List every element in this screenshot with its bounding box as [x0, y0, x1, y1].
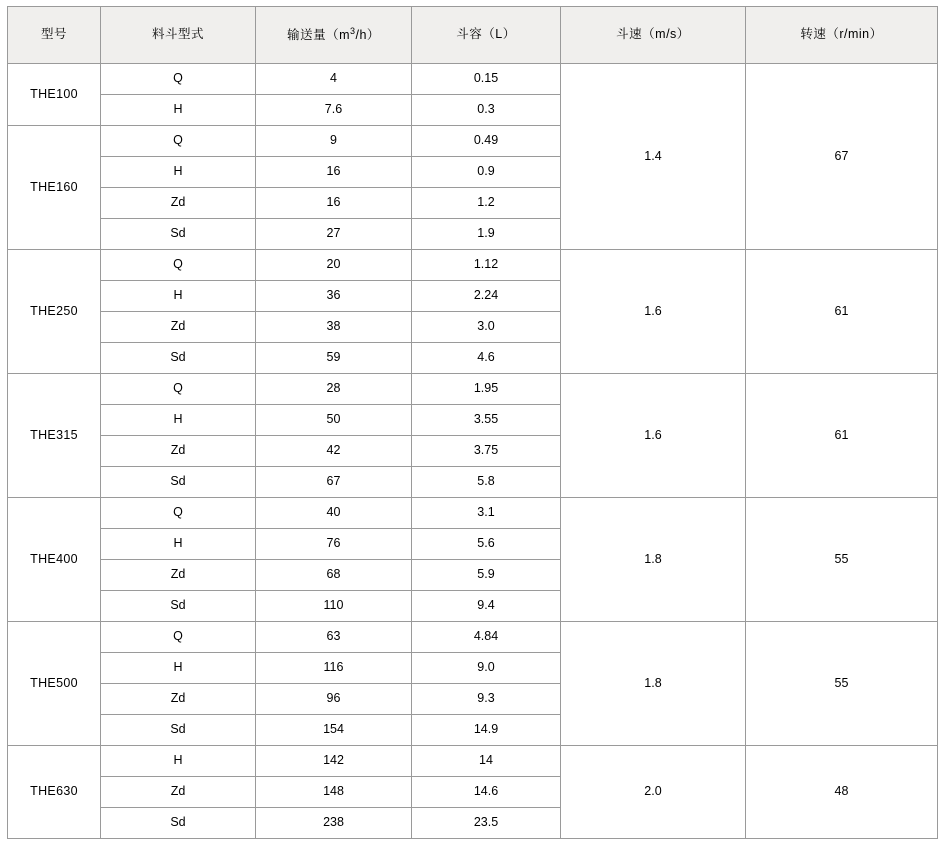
cell-bucket-volume: 9.4 — [412, 591, 561, 622]
cell-bucket-volume: 23.5 — [412, 808, 561, 839]
cell-rotation-speed: 61 — [746, 374, 938, 498]
cell-hopper-type: Q — [101, 250, 256, 281]
cell-hopper-type: H — [101, 746, 256, 777]
cell-capacity: 28 — [256, 374, 412, 405]
cell-hopper-type: Sd — [101, 591, 256, 622]
cell-bucket-speed: 1.6 — [561, 374, 746, 498]
cell-bucket-volume: 0.3 — [412, 95, 561, 126]
header-bucket-volume: 斗容（L） — [412, 7, 561, 64]
header-model: 型号 — [8, 7, 101, 64]
cell-model: THE250 — [8, 250, 101, 374]
cell-model: THE315 — [8, 374, 101, 498]
cell-capacity: 50 — [256, 405, 412, 436]
cell-bucket-volume: 1.95 — [412, 374, 561, 405]
cell-rotation-speed: 55 — [746, 498, 938, 622]
cell-capacity: 38 — [256, 312, 412, 343]
cell-capacity: 20 — [256, 250, 412, 281]
cell-model: THE400 — [8, 498, 101, 622]
cell-bucket-volume: 1.2 — [412, 188, 561, 219]
cell-bucket-volume: 5.8 — [412, 467, 561, 498]
cell-rotation-speed: 61 — [746, 250, 938, 374]
cell-bucket-speed: 1.4 — [561, 64, 746, 250]
cell-bucket-speed: 1.6 — [561, 250, 746, 374]
header-capacity-tail: /h） — [355, 28, 380, 43]
cell-rotation-speed: 67 — [746, 64, 938, 250]
cell-capacity: 68 — [256, 560, 412, 591]
spec-table — [7, 6, 938, 839]
cell-capacity: 116 — [256, 653, 412, 684]
cell-hopper-type: H — [101, 95, 256, 126]
cell-hopper-type: H — [101, 281, 256, 312]
table-row — [8, 622, 938, 653]
cell-bucket-volume: 1.9 — [412, 219, 561, 250]
cell-hopper-type: H — [101, 653, 256, 684]
cell-capacity: 96 — [256, 684, 412, 715]
cell-hopper-type: Zd — [101, 560, 256, 591]
header-capacity-sup: 3 — [349, 26, 356, 37]
cell-bucket-volume: 14 — [412, 746, 561, 777]
cell-capacity: 148 — [256, 777, 412, 808]
cell-hopper-type: Sd — [101, 715, 256, 746]
cell-bucket-volume: 5.9 — [412, 560, 561, 591]
cell-hopper-type: Q — [101, 374, 256, 405]
cell-hopper-type: Sd — [101, 808, 256, 839]
cell-capacity: 4 — [256, 64, 412, 95]
cell-capacity: 67 — [256, 467, 412, 498]
cell-bucket-volume: 0.15 — [412, 64, 561, 95]
cell-bucket-volume: 3.1 — [412, 498, 561, 529]
header-rotation-speed: 转速（r/min） — [746, 7, 938, 64]
cell-capacity: 110 — [256, 591, 412, 622]
table-row — [8, 250, 938, 281]
header-bucket-speed: 斗速（m/s） — [561, 7, 746, 64]
cell-bucket-speed: 1.8 — [561, 622, 746, 746]
cell-bucket-volume: 4.84 — [412, 622, 561, 653]
cell-bucket-volume: 3.55 — [412, 405, 561, 436]
table-header — [8, 7, 938, 64]
cell-capacity: 9 — [256, 126, 412, 157]
cell-bucket-volume: 14.6 — [412, 777, 561, 808]
cell-hopper-type: Zd — [101, 436, 256, 467]
table-row — [8, 374, 938, 405]
cell-capacity: 16 — [256, 188, 412, 219]
cell-bucket-speed: 1.8 — [561, 498, 746, 622]
cell-hopper-type: Sd — [101, 467, 256, 498]
cell-hopper-type: Zd — [101, 777, 256, 808]
cell-bucket-volume: 4.6 — [412, 343, 561, 374]
cell-capacity: 40 — [256, 498, 412, 529]
cell-capacity: 59 — [256, 343, 412, 374]
cell-hopper-type: Q — [101, 64, 256, 95]
cell-hopper-type: H — [101, 529, 256, 560]
cell-bucket-volume: 5.6 — [412, 529, 561, 560]
cell-bucket-volume: 0.9 — [412, 157, 561, 188]
table-row — [8, 498, 938, 529]
table-row — [8, 746, 938, 777]
cell-capacity: 238 — [256, 808, 412, 839]
cell-capacity: 27 — [256, 219, 412, 250]
table-row — [8, 64, 938, 95]
cell-hopper-type: Zd — [101, 684, 256, 715]
cell-hopper-type: Zd — [101, 312, 256, 343]
header-row — [8, 7, 938, 64]
cell-model: THE630 — [8, 746, 101, 839]
cell-hopper-type: Sd — [101, 343, 256, 374]
cell-bucket-volume: 3.75 — [412, 436, 561, 467]
header-hopper-type: 料斗型式 — [101, 7, 256, 64]
cell-hopper-type: Q — [101, 622, 256, 653]
cell-hopper-type: Sd — [101, 219, 256, 250]
cell-capacity: 7.6 — [256, 95, 412, 126]
cell-bucket-volume: 0.49 — [412, 126, 561, 157]
cell-capacity: 42 — [256, 436, 412, 467]
cell-hopper-type: Zd — [101, 188, 256, 219]
cell-model: THE160 — [8, 126, 101, 250]
cell-bucket-volume: 1.12 — [412, 250, 561, 281]
cell-model: THE500 — [8, 622, 101, 746]
cell-capacity: 16 — [256, 157, 412, 188]
cell-hopper-type: Q — [101, 126, 256, 157]
cell-rotation-speed: 55 — [746, 622, 938, 746]
header-capacity — [256, 7, 412, 64]
cell-bucket-speed: 2.0 — [561, 746, 746, 839]
cell-capacity: 76 — [256, 529, 412, 560]
cell-capacity: 142 — [256, 746, 412, 777]
cell-bucket-volume: 9.0 — [412, 653, 561, 684]
cell-capacity: 154 — [256, 715, 412, 746]
cell-hopper-type: H — [101, 157, 256, 188]
cell-bucket-volume: 3.0 — [412, 312, 561, 343]
cell-bucket-volume: 2.24 — [412, 281, 561, 312]
cell-capacity: 36 — [256, 281, 412, 312]
cell-hopper-type: H — [101, 405, 256, 436]
cell-bucket-volume: 14.9 — [412, 715, 561, 746]
cell-hopper-type: Q — [101, 498, 256, 529]
cell-capacity: 63 — [256, 622, 412, 653]
cell-bucket-volume: 9.3 — [412, 684, 561, 715]
table-body — [8, 64, 938, 839]
cell-rotation-speed: 48 — [746, 746, 938, 839]
cell-model: THE100 — [8, 64, 101, 126]
header-capacity-main: 输送量（m — [287, 28, 350, 43]
